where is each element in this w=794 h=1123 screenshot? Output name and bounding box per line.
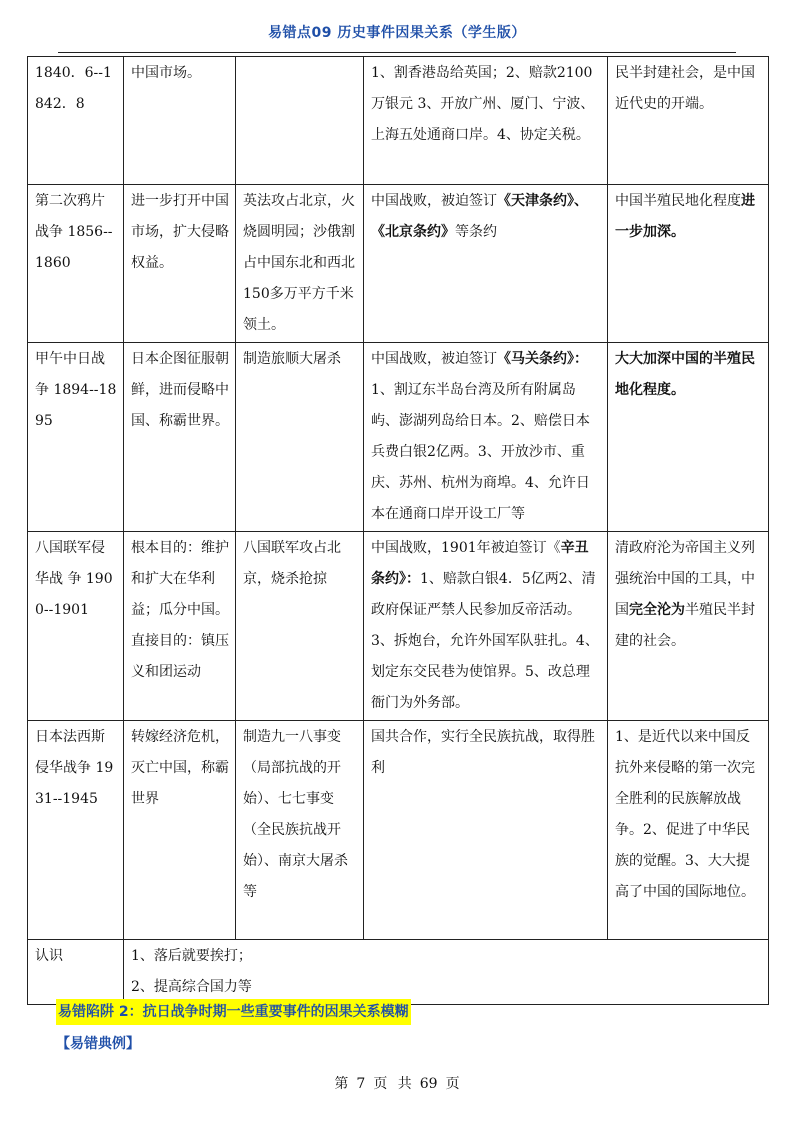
page-footer [0, 1073, 794, 1093]
impact-text: 1、是近代以来中国反抗外来侵略的第一次完全胜利的民族解放战争。2、促进了中华民族的觉醒。3、大大提高了中国的国际地位。 [615, 729, 755, 900]
table-row [28, 532, 769, 721]
cell-impact [608, 343, 769, 532]
history-events-table [27, 56, 769, 1005]
cell-purpose: 中国市场。 [124, 57, 236, 185]
header-rule [58, 52, 736, 53]
cell-recognition-content [124, 940, 769, 1005]
cell-result [364, 532, 608, 721]
footer-total-pages: 69 [419, 1076, 438, 1092]
example-heading: 【易错典例】 [56, 1036, 140, 1052]
footer-suffix: 页 [445, 1076, 460, 1092]
table-row-recognition [28, 940, 769, 1005]
cell-crime: 制造九一八事变（局部抗战的开始）、七七事变（全民族抗战开始）、南京大屠杀等 [236, 721, 364, 940]
trap-heading: 易错陷阱 2：抗日战争时期一些重要事件的因果关系模糊 [56, 999, 411, 1025]
impact-emphasis: 进一步加深。 [615, 193, 755, 240]
cell-impact [608, 532, 769, 721]
cell-recognition-label: 认识 [28, 940, 124, 1005]
result-text: 1、割香港岛给英国；2、赔款2100万银元 3、开放广州、厦门、宁波、上海五处通商口岸。4、协定关税。 [371, 65, 595, 143]
impact-text: 中国半殖民地化程度 [615, 193, 741, 209]
footer-prefix: 第 [334, 1076, 349, 1092]
result-text: 国共合作，实行全民族抗战，取得胜利 [371, 729, 595, 776]
cell-impact [608, 721, 769, 940]
cell-war: 第二次鸦片战争 1856--1860 [28, 185, 124, 343]
cell-war: 日本法西斯侵华战争 1931--1945 [28, 721, 124, 940]
recognition-line-2: 2、提高综合国力等 [131, 979, 252, 995]
cell-purpose: 根本目的：维护和扩大在华利益；瓜分中国。 直接目的：镇压义和团运动 [124, 532, 236, 721]
table-row [28, 57, 769, 185]
cell-impact [608, 57, 769, 185]
result-text-tail: 等条约 [455, 224, 497, 240]
recognition-line-1: 1、落后就要挨打； [131, 948, 252, 964]
treaty-name: 《天津条约》、《北京条约》 [371, 193, 588, 240]
result-text: 中国战败，被迫签订 [371, 351, 497, 367]
cell-crime: 八国联军攻占北京，烧杀抢掠 [236, 532, 364, 721]
footer-page-number: 7 [356, 1076, 366, 1092]
impact-text: 民半封建社会，是中国近代史的开端。 [615, 65, 755, 112]
page-header-title: 易错点09 历史事件因果关系（学生版） [268, 25, 526, 41]
cell-war: 1840．6--1842．8 [28, 57, 124, 185]
impact-text-tail: 半殖民半封建的社会。 [615, 602, 755, 649]
table-row [28, 185, 769, 343]
cell-impact [608, 185, 769, 343]
cell-war: 甲午中日战争 1894--1895 [28, 343, 124, 532]
treaty-name: 《马关条约》： [497, 351, 588, 367]
table-row [28, 721, 769, 940]
cell-result [364, 57, 608, 185]
result-text-tail: 1、赔款白银4．5亿两2、清政府保证严禁人民参加反帝活动。3、拆炮台，允许外国军队驻扎。4、划定东交民巷为使馆界。5、改总理衙门为外务部。 [371, 571, 599, 711]
cell-result [364, 721, 608, 940]
treaty-name: 辛丑条约》： [371, 540, 589, 587]
cell-purpose: 日本企图征服朝鲜，进而侵略中国、称霸世界。 [124, 343, 236, 532]
impact-text: 清政府沦为帝国主义列强统治中国的工具，中国 [615, 540, 755, 618]
result-text: 中国战败，被迫签订 [371, 193, 497, 209]
cell-purpose: 转嫁经济危机，灭亡中国，称霸世界 [124, 721, 236, 940]
cell-crime: 英法攻占北京，火烧圆明园；沙俄割占中国东北和西北150多万平方千米领土。 [236, 185, 364, 343]
cell-result [364, 343, 608, 532]
impact-emphasis: 完全沦为 [629, 602, 685, 618]
cell-crime: 制造旅顺大屠杀 [236, 343, 364, 532]
cell-purpose: 进一步打开中国市场，扩大侵略权益。 [124, 185, 236, 343]
footer-mid: 页 共 [373, 1076, 412, 1092]
table-row [28, 343, 769, 532]
result-text-tail: 1、割辽东半岛台湾及所有附属岛屿、澎湖列岛给日本。2、赔偿日本兵费白银2亿两。3、开放沙市、重庆、苏州、杭州为商埠。4、允许日本在通商口岸开设工厂等 [371, 382, 590, 522]
cell-war: 八国联军侵华战 争 1900--1901 [28, 532, 124, 721]
cell-result [364, 185, 608, 343]
impact-emphasis: 大大加深中国的半殖民地化程度。 [615, 351, 755, 398]
result-text: 中国战败，1901年被迫签订《 [371, 540, 561, 556]
cell-crime [236, 57, 364, 185]
